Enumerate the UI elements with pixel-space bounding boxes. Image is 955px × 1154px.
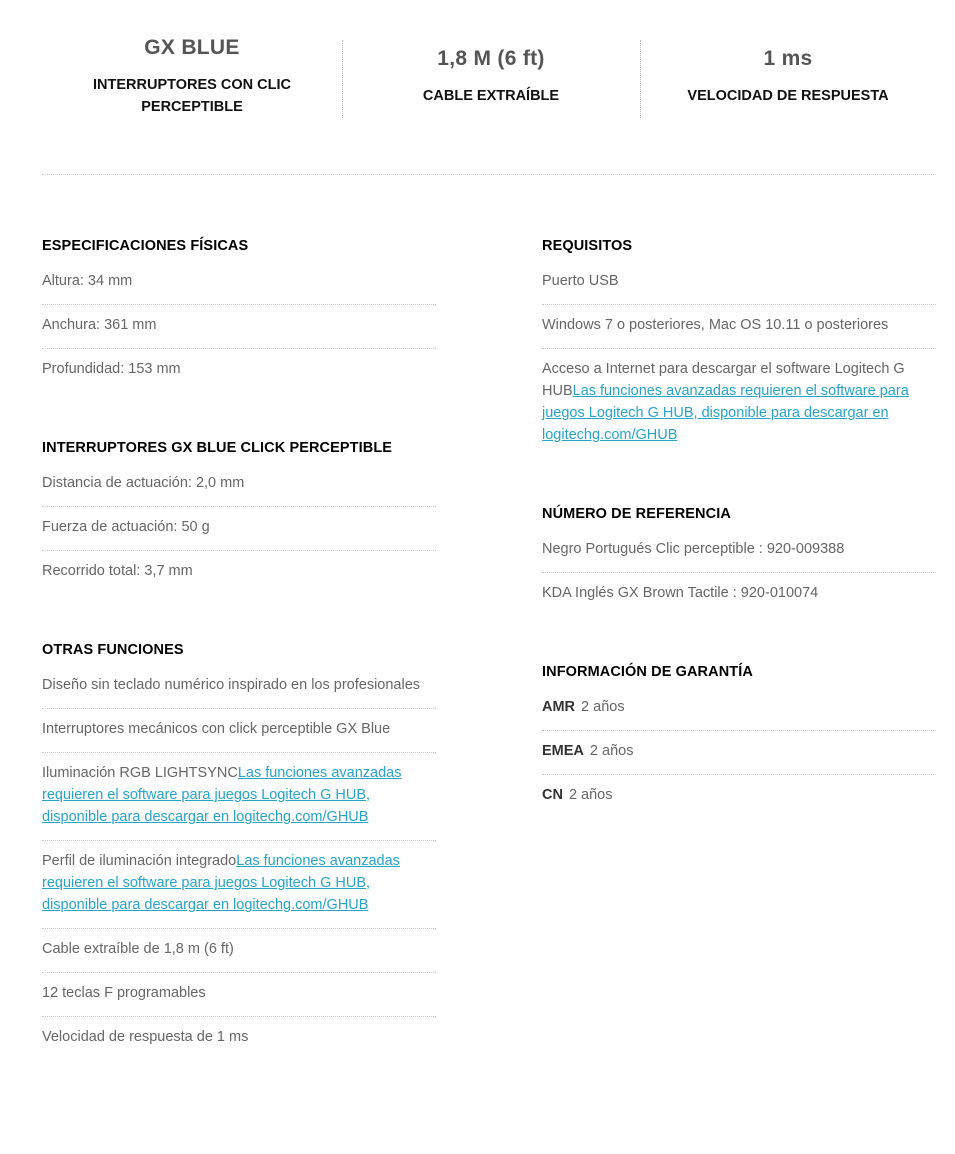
requirement-text: Windows 7 o posteriores, Mac OS 10.11 o posteriores <box>542 317 889 333</box>
highlights-bar <box>42 30 936 122</box>
warranty-item <box>542 731 936 775</box>
spec-list <box>42 270 436 392</box>
feature-text: Velocidad de respuesta de 1 ms <box>42 1029 249 1045</box>
spec-width: Anchura: 361 mm <box>42 305 436 349</box>
highlight-value: 1,8 M (6 ft) <box>437 47 545 70</box>
ghub-link[interactable]: Las funciones avanzadas requieren el software para juegos Logitech G HUB, disponible para descargar en logitechg.com/GHUB <box>42 765 402 825</box>
spec-height: Altura: 34 mm <box>42 270 436 305</box>
feature-item <box>42 709 436 753</box>
feature-item <box>42 929 436 973</box>
feature-item <box>42 841 436 929</box>
requirement-text: Acceso a Internet para descargar el software Logitech G HUB <box>542 361 905 399</box>
highlight-value: 1 ms <box>763 47 813 70</box>
warranty-section <box>542 662 936 818</box>
warranty-region: EMEA <box>542 743 584 759</box>
reference-item: Negro Portugués Clic perceptible : 920-009388 <box>542 538 936 573</box>
warranty-region: AMR <box>542 699 576 715</box>
highlight-label: CABLE EXTRAÍBLE <box>422 88 560 104</box>
specs-left-column <box>42 236 436 1060</box>
spec-list <box>542 270 936 458</box>
highlight-label: INTERRUPTORES CON CLIC PERCEPTIBLE <box>93 77 291 115</box>
spec-total-travel: Recorrido total: 3,7 mm <box>42 563 193 579</box>
physical-specs-section <box>42 236 436 392</box>
specs-right-column <box>542 236 936 818</box>
spec-actuation-force: Fuerza de actuación: 50 g <box>42 507 436 551</box>
feature-item <box>42 753 436 841</box>
feature-item <box>42 973 436 1017</box>
section-divider <box>42 174 936 175</box>
section-title: NÚMERO DE REFERENCIA <box>542 506 731 522</box>
warranty-region: CN <box>542 787 563 803</box>
highlight-response <box>640 30 936 122</box>
spec-list <box>542 696 936 818</box>
feature-text: Iluminación RGB LIGHTSYNC <box>42 765 238 781</box>
spec-actuation-distance: Distancia de actuación: 2,0 mm <box>42 472 436 507</box>
spec-list <box>42 472 436 594</box>
other-features-section <box>42 640 436 1060</box>
feature-text: 12 teclas F programables <box>42 985 206 1001</box>
warranty-item <box>542 775 936 818</box>
highlight-switches <box>42 30 342 122</box>
warranty-duration: 2 años <box>568 787 613 803</box>
warranty-item <box>542 696 936 731</box>
reference-item: KDA Inglés GX Brown Tactile : 920-010074 <box>542 585 819 601</box>
warranty-duration: 2 años <box>589 743 634 759</box>
requirements-section <box>542 236 936 458</box>
requirement-item <box>542 305 936 349</box>
feature-text: Diseño sin teclado numérico inspirado en los profesionales <box>42 677 421 693</box>
feature-text: Perfil de iluminación integrado <box>42 853 237 869</box>
requirement-item <box>542 349 936 458</box>
section-title: INFORMACIÓN DE GARANTÍA <box>542 664 753 680</box>
highlight-divider <box>640 40 641 118</box>
feature-item <box>42 1017 436 1060</box>
ghub-link[interactable]: Las funciones avanzadas requieren el software para juegos Logitech G HUB, disponible para descargar en logitechg.com/GHUB <box>42 853 400 913</box>
reference-number-section <box>542 504 936 616</box>
section-title: INTERRUPTORES GX BLUE CLICK PERCEPTIBLE <box>42 440 393 456</box>
feature-text: Cable extraíble de 1,8 m (6 ft) <box>42 941 234 957</box>
section-title: OTRAS FUNCIONES <box>42 642 184 658</box>
requirement-item <box>542 270 936 305</box>
section-title: REQUISITOS <box>542 238 633 254</box>
switches-section <box>42 438 436 594</box>
highlight-cable <box>342 30 640 122</box>
feature-item <box>42 674 436 709</box>
highlight-divider <box>342 40 343 118</box>
feature-text: Interruptores mecánicos con click perceptible GX Blue <box>42 721 391 737</box>
highlight-value: GX BLUE <box>144 36 240 59</box>
spec-list <box>42 674 436 1060</box>
spec-depth: Profundidad: 153 mm <box>42 361 181 377</box>
warranty-duration: 2 años <box>581 699 625 715</box>
spec-list <box>542 538 936 616</box>
requirement-text: Puerto USB <box>542 273 619 289</box>
section-title: ESPECIFICACIONES FÍSICAS <box>42 238 249 254</box>
highlight-label: VELOCIDAD DE RESPUESTA <box>687 88 889 104</box>
ghub-link[interactable]: Las funciones avanzadas requieren el software para juegos Logitech G HUB, disponible para descargar en logitechg.com/GHUB <box>542 383 909 443</box>
